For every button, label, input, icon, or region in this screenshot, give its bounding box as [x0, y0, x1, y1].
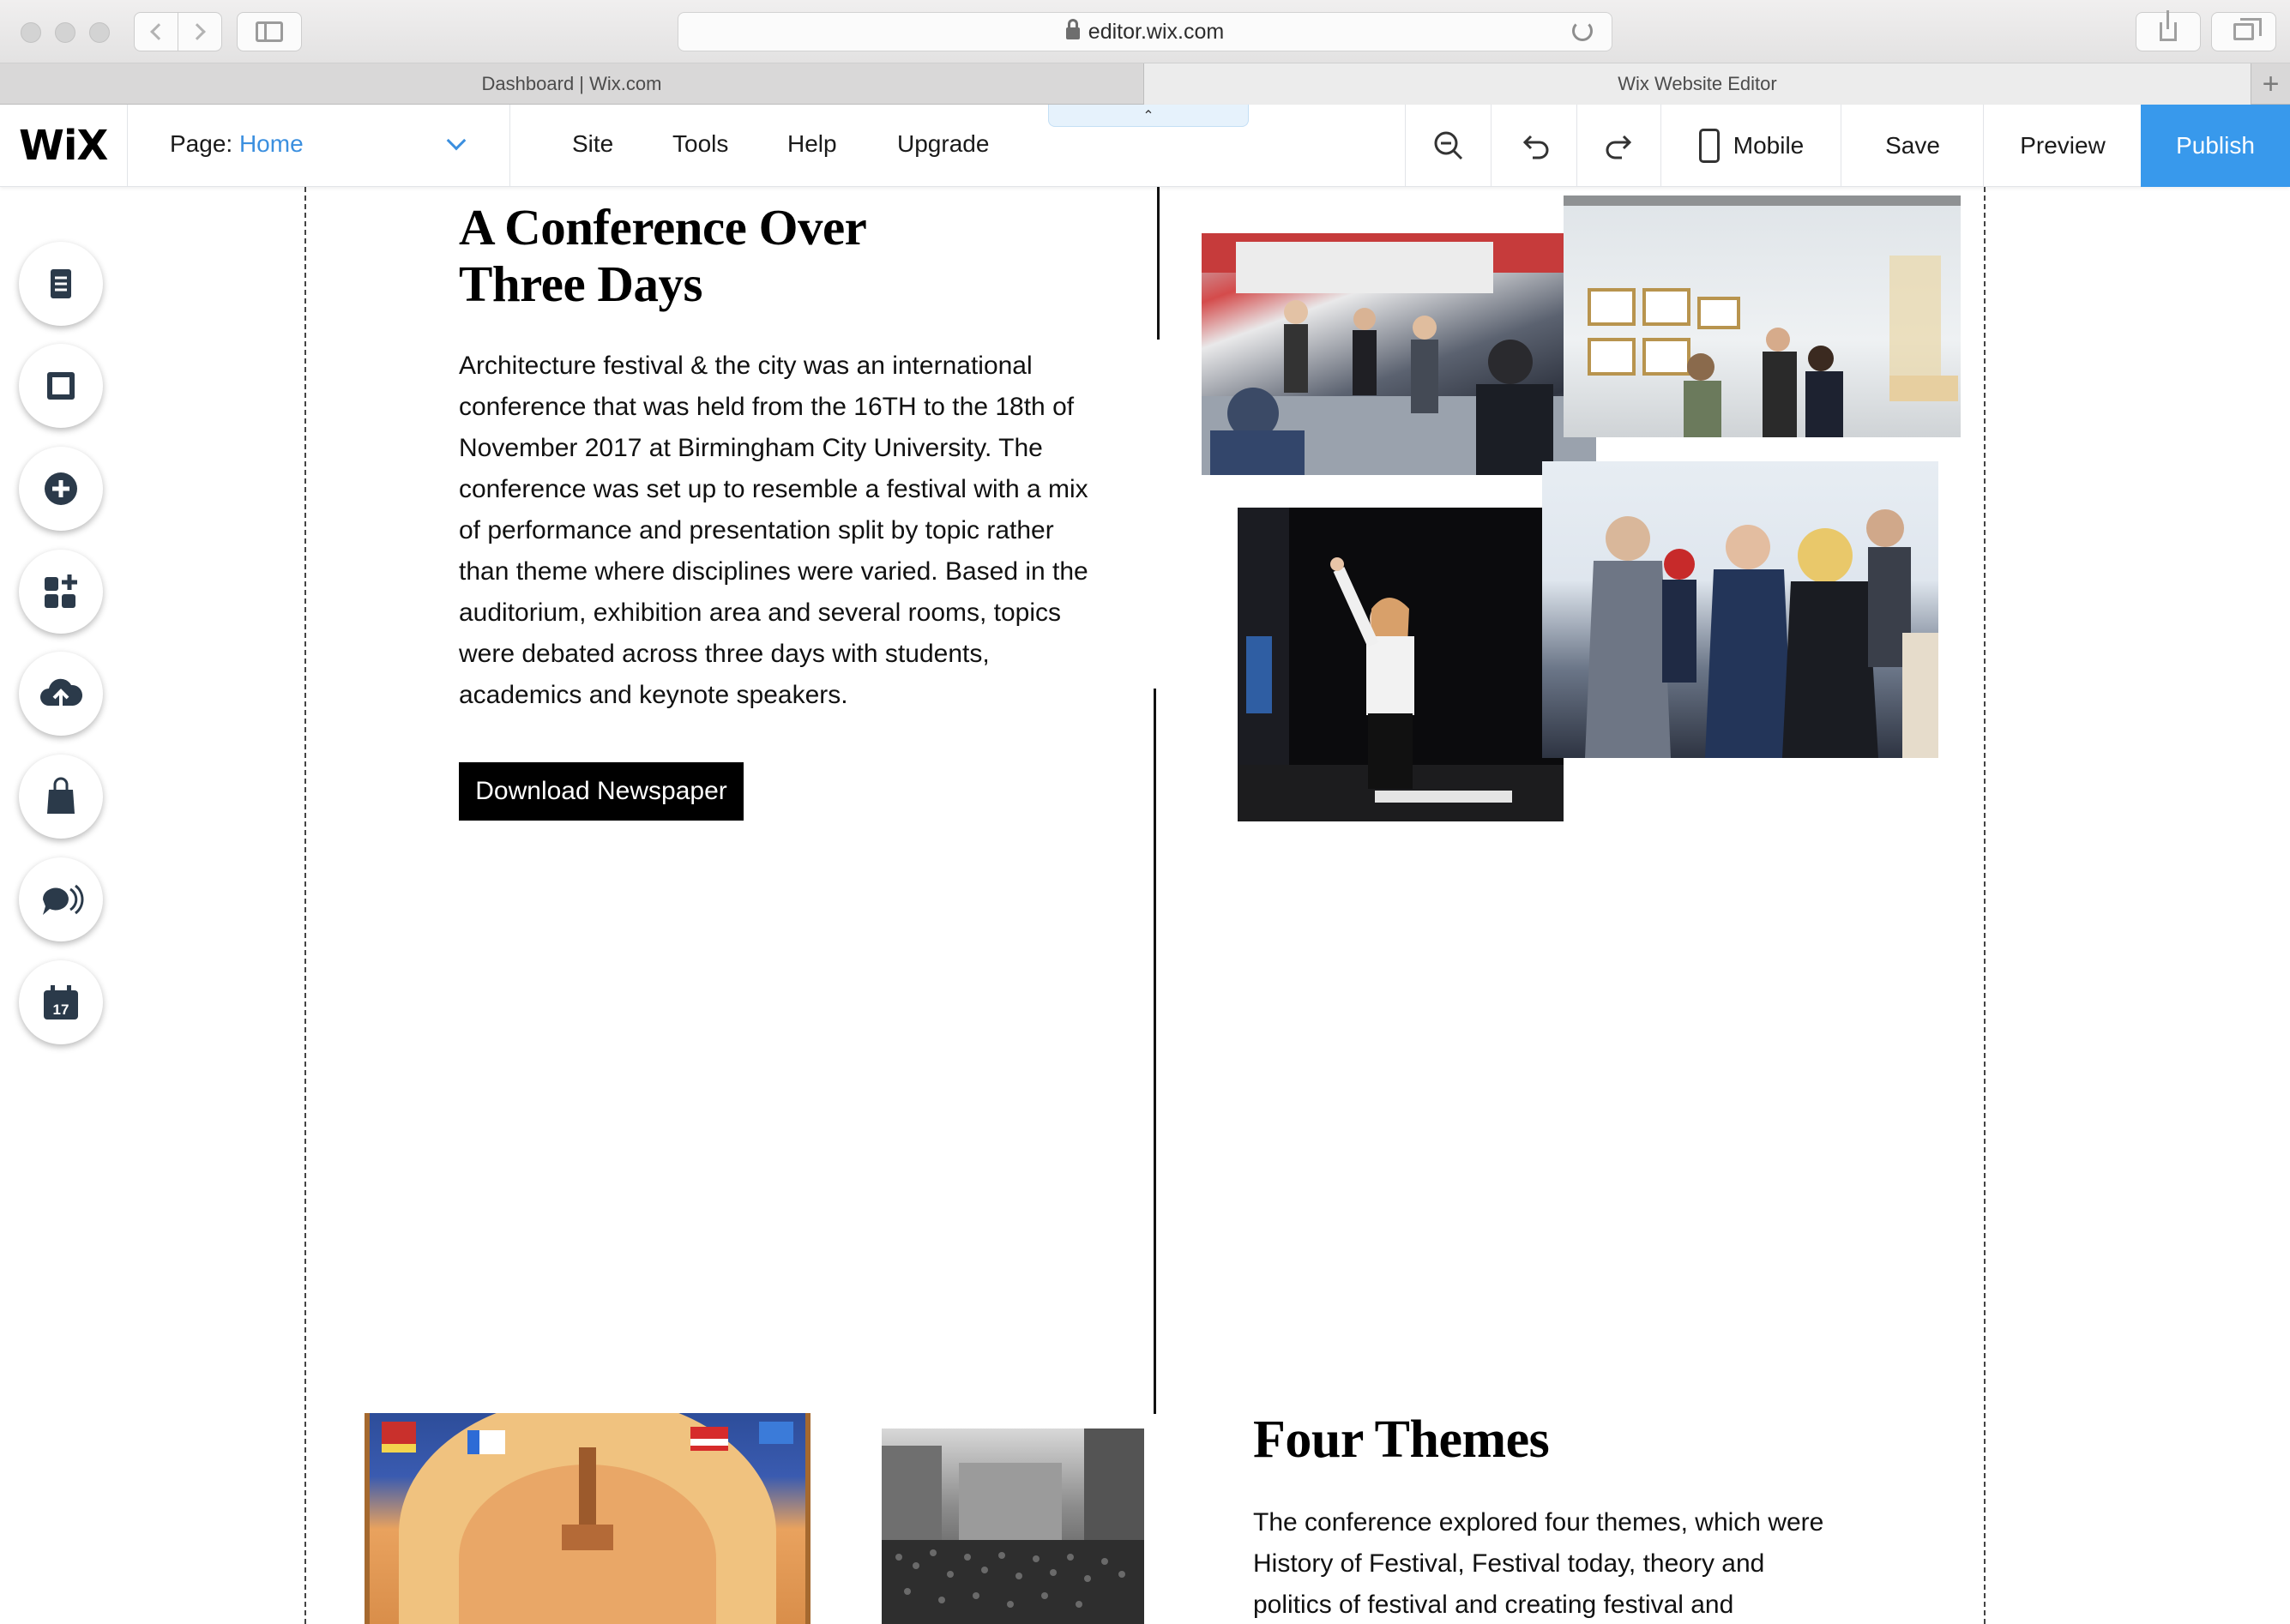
- heading-line: Three Days: [459, 256, 702, 312]
- mobile-phone-icon: [1699, 129, 1720, 163]
- section-paragraph[interactable]: [459, 346, 1088, 716]
- paragraph-line: November 2017 at Birmingham City University. The: [459, 434, 1043, 462]
- paragraph-line: conference that was held from the 16TH to the 18th of: [459, 393, 1075, 421]
- gallery-photo[interactable]: [1564, 195, 1961, 437]
- chat-icon: [38, 881, 84, 918]
- paragraph-line: Architecture festival & the city was an international: [459, 352, 1033, 380]
- divider: [1405, 105, 1406, 187]
- divider: [1491, 105, 1492, 187]
- left-tool-panel: [0, 187, 120, 1624]
- calendar-day-text: 17: [52, 1001, 69, 1018]
- vertical-rule-top: [1157, 187, 1160, 340]
- tab-wix-editor[interactable]: Wix Website Editor: [1144, 63, 2251, 105]
- speaker-photo[interactable]: [1238, 508, 1564, 821]
- forward-button[interactable]: [178, 12, 222, 51]
- photo-gallery-wall: [1564, 195, 1961, 437]
- zoom-out-button[interactable]: [1407, 105, 1491, 187]
- save-button[interactable]: Save: [1885, 132, 1940, 159]
- browser-titlebar: [0, 0, 2290, 63]
- crowd-photo[interactable]: [1542, 461, 1938, 758]
- close-window-icon[interactable]: [21, 22, 41, 43]
- vertical-rule-mid: [1154, 689, 1156, 1414]
- tab-bar: [0, 63, 2290, 105]
- right-grid-guide: [1984, 187, 1986, 1624]
- page-selector[interactable]: [170, 130, 304, 158]
- share-button[interactable]: [2136, 12, 2201, 51]
- preview-button[interactable]: Preview: [2020, 132, 2106, 159]
- paragraph-line: auditorium, exhibition area and several rooms, topics: [459, 598, 1062, 627]
- paragraph-line: politics of festival and creating festival and: [1253, 1591, 1734, 1619]
- calendar-icon: [40, 982, 81, 1023]
- undo-button[interactable]: [1492, 105, 1576, 187]
- photo-people: [1202, 233, 1596, 475]
- poster-artwork: [365, 1413, 811, 1624]
- festival-poster-image[interactable]: [365, 1413, 811, 1624]
- paragraph-line: academics and keynote speakers.: [459, 681, 848, 709]
- divider: [509, 105, 510, 187]
- chat-button[interactable]: [19, 857, 103, 941]
- pages-button[interactable]: [19, 242, 103, 326]
- store-button[interactable]: [19, 755, 103, 839]
- historic-street-photo[interactable]: [882, 1429, 1144, 1624]
- menu-help[interactable]: Help: [787, 130, 837, 157]
- photo-speaker: [1238, 508, 1564, 821]
- share-icon: [2160, 22, 2177, 41]
- paragraph-line: were debated across three days with students,: [459, 640, 990, 668]
- pages-icon: [42, 265, 80, 303]
- reload-icon[interactable]: [1572, 21, 1593, 41]
- photo-historic-crowd: [882, 1429, 1144, 1624]
- add-apps-icon: [41, 572, 81, 611]
- collapse-topbar-button[interactable]: ⌃: [1048, 105, 1249, 127]
- add-elements-button[interactable]: [19, 447, 103, 531]
- upload-media-button[interactable]: [19, 652, 103, 736]
- add-apps-button[interactable]: [19, 550, 103, 634]
- upload-icon: [39, 675, 83, 713]
- chevron-left-icon: [150, 23, 167, 40]
- chevron-right-icon: [189, 23, 206, 40]
- back-button[interactable]: [134, 12, 178, 51]
- tab-dashboard[interactable]: Dashboard | Wix.com: [0, 63, 1144, 105]
- redo-icon: [1603, 129, 1637, 163]
- paragraph-line: of performance and presentation split by topic rather: [459, 516, 1054, 544]
- show-sidebar-button[interactable]: [237, 12, 302, 51]
- background-button[interactable]: [19, 344, 103, 428]
- menu-tools[interactable]: Tools: [672, 130, 729, 157]
- redo-button[interactable]: [1578, 105, 1662, 187]
- publish-button[interactable]: Publish: [2141, 105, 2290, 187]
- paragraph-line: than theme where disciplines were varied. Based in the: [459, 557, 1088, 586]
- bookings-button[interactable]: [19, 960, 103, 1044]
- photo-crowd: [1542, 461, 1938, 758]
- page-label: Page:: [170, 130, 233, 157]
- chevron-down-icon[interactable]: [447, 131, 467, 151]
- undo-icon: [1517, 129, 1552, 163]
- tabs-icon: [2233, 23, 2254, 40]
- divider: [1983, 105, 1984, 187]
- new-tab-button[interactable]: +: [2251, 63, 2290, 105]
- section-heading-four-themes[interactable]: Four Themes: [1253, 1410, 1550, 1469]
- wix-logo[interactable]: WiX: [19, 122, 108, 170]
- divider: [127, 105, 128, 187]
- paragraph-line: History of Festival, Festival today, theory and: [1253, 1549, 1765, 1578]
- mobile-label: Mobile: [1733, 132, 1805, 159]
- section-heading[interactable]: [459, 199, 866, 312]
- heading-line: A Conference Over: [459, 199, 867, 256]
- menu-site[interactable]: Site: [572, 130, 614, 157]
- store-icon: [42, 776, 80, 817]
- page-name: Home: [238, 130, 304, 157]
- sidebar-icon: [256, 21, 283, 42]
- lock-icon: [1066, 27, 1080, 39]
- paragraph-line: The conference explored four themes, which were: [1253, 1508, 1824, 1537]
- divider: [1576, 105, 1577, 187]
- four-themes-paragraph[interactable]: [1253, 1502, 1823, 1624]
- zoom-window-icon[interactable]: [89, 22, 110, 43]
- mobile-switch-button[interactable]: [1662, 105, 1841, 187]
- minimize-window-icon[interactable]: [55, 22, 75, 43]
- menu-upgrade[interactable]: Upgrade: [897, 130, 990, 157]
- url-text: editor.wix.com: [1088, 19, 1225, 44]
- paragraph-line: conference was set up to resemble a festival with a mix: [459, 475, 1088, 503]
- divider: [1660, 105, 1661, 187]
- add-icon: [42, 470, 80, 508]
- download-newspaper-button[interactable]: Download Newspaper: [459, 762, 744, 821]
- conference-photo[interactable]: [1202, 233, 1596, 475]
- zoom-out-icon: [1431, 129, 1466, 163]
- background-icon: [42, 367, 80, 405]
- left-grid-guide: [304, 187, 306, 1624]
- address-bar[interactable]: [678, 12, 1612, 51]
- show-tabs-button[interactable]: [2211, 12, 2276, 51]
